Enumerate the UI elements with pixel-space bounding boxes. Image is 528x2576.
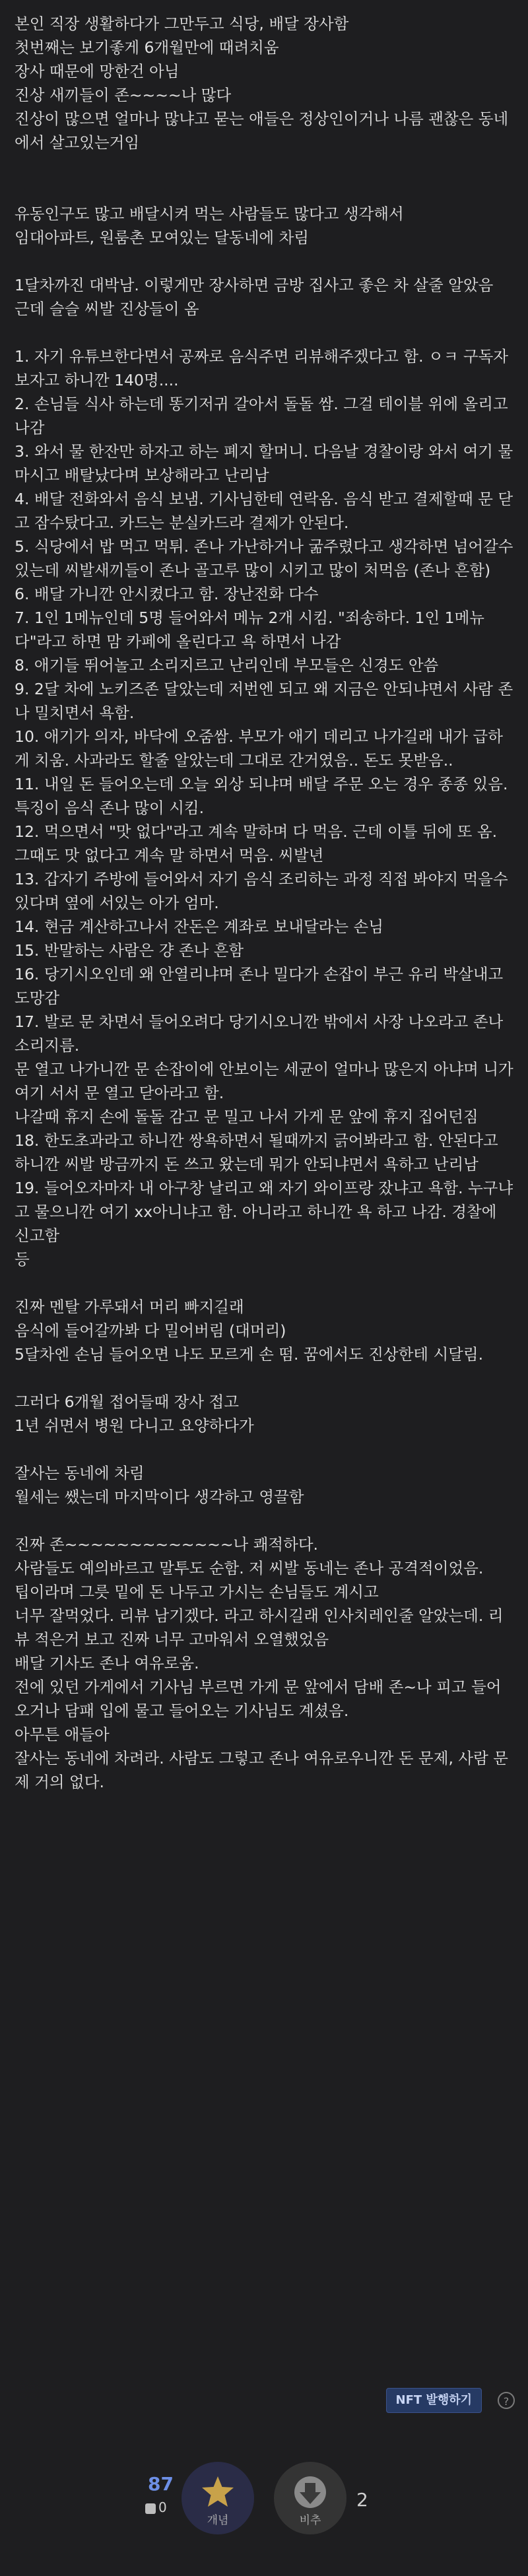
post-paragraph: 14. 현금 계산하고나서 잔돈은 계좌로 보내달라는 손님: [15, 917, 383, 936]
coin-row: [145, 2499, 167, 2516]
post-paragraph: 잘사는 동네에 차림: [15, 1464, 145, 1482]
post-paragraph: [15, 154, 513, 178]
upvote-label: 개념: [207, 2514, 229, 2527]
post-paragraph: 12. 먹으면서 "맛 없다"라고 계속 말하며 다 먹음. 근데 이틀 뒤에 또 옴. 그때도 맛 없다고 계속 말 하면서 먹음. 씨발년: [15, 822, 498, 865]
post-paragraph: 음식에 들어갈까봐 다 밀어버림 (대머리): [15, 1321, 286, 1340]
coin-count: 0: [158, 2499, 167, 2515]
downvote-count: 2: [356, 2489, 368, 2511]
post-paragraph: 16. 당기시오인데 왜 안열리냐며 존나 밀다가 손잡이 부근 유리 박살내고 도망감: [15, 965, 504, 1007]
vote-area: [0, 2455, 528, 2574]
post-paragraph: 유동인구도 많고 배달시켜 먹는 사람들도 많다고 생각해서: [15, 205, 404, 223]
post-paragraph: 문 열고 나가니깐 문 손잡이에 안보이는 세균이 얼마나 많은지 아냐며 니가 여기 서서 문 열고 닫아라고 함.: [15, 1060, 513, 1102]
post-paragraph: 5달차엔 손님 들어오면 나도 모르게 손 떰. 꿈에서도 진상한테 시달림.: [15, 1345, 484, 1364]
post-paragraph: [15, 321, 513, 345]
upvote-button[interactable]: [182, 2462, 254, 2534]
post-paragraph: 3. 와서 물 한잔만 하자고 하는 폐지 할머니. 다음날 경찰이랑 와서 여기 물 마시고 배탈났다며 보상해라고 난리남: [15, 442, 513, 484]
post-paragraph: 배달 기사도 존나 여유로움.: [15, 1654, 199, 1672]
post-paragraph: 8. 애기들 뛰어놀고 소리지르고 난리인데 부모들은 신경도 안씀: [15, 656, 439, 675]
downvote-button[interactable]: [274, 2462, 346, 2534]
post-paragraph: 그러다 6개월 접어들때 장사 접고: [15, 1393, 239, 1411]
post-paragraph: 7. 1인 1메뉴인데 5명 들어와서 메뉴 2개 시킴. "죄송하다. 1인 1메뉴다"라고 하면 맘 카페에 올린다고 욕 하면서 나감: [15, 609, 484, 651]
post-paragraph: 등: [15, 1250, 30, 1269]
post-paragraph: 15. 반말하는 사람은 걍 존나 흔함: [15, 941, 244, 960]
post-paragraph: 2. 손님들 식사 하는데 똥기저귀 갈아서 돌돌 쌈. 그걸 테이블 위에 올리고 나감: [15, 395, 508, 437]
post-paragraph: [15, 1271, 513, 1295]
post-paragraph: 6. 배달 가니깐 안시켰다고 함. 장난전화 다수: [15, 585, 319, 603]
post-paragraph: 너무 잘먹었다. 리뷰 남기겠다. 라고 하시길래 인사치레인줄 알았는데. 리뷰 적은거 보고 진짜 너무 고마워서 오열했었음: [15, 1606, 504, 1649]
post-paragraph: 18. 한도초과라고 하니깐 쌍욕하면서 될때까지 긁어봐라고 함. 안된다고 하니깐 씨발 방금까지 돈 쓰고 왔는데 뭐가 안되냐면서 욕하고 난리남: [15, 1131, 498, 1173]
post-paragraph: 전에 있던 가게에서 기사님 부르면 가게 문 앞에서 담배 존~나 피고 들어오거나 담패 입에 물고 들어오는 기사님도 계셨음.: [15, 1678, 502, 1720]
post-paragraph: 10. 애기가 의자, 바닥에 오줌쌈. 부모가 애기 데리고 나가길래 내가 급하게 치움. 사과라도 할줄 알았는데 그대로 간거였음.. 돈도 못받음..: [15, 727, 503, 770]
post-paragraph: 4. 배달 전화와서 음식 보냄. 기사님한테 연락옴. 음식 받고 결제할때 문 닫고 잠수탔다고. 카드는 분실카드라 결제가 안된다.: [15, 490, 513, 532]
post-footer: [0, 2376, 528, 2429]
post-paragraph: 임대아파트, 원룸촌 모여있는 달동네에 차림: [15, 228, 309, 247]
post-paragraph: 진상이 많으면 얼마나 많냐고 묻는 애들은 정상인이거나 나름 괜찮은 동네에서 살고있는거임: [15, 110, 509, 152]
post-paragraph: 진짜 존~~~~~~~~~~~~~나 쾌적하다.: [15, 1535, 318, 1554]
coin-icon: [145, 2503, 156, 2514]
post-paragraph: 사람들도 예의바르고 말투도 순함. 저 씨발 동네는 존나 공격적이었음.: [15, 1559, 484, 1577]
post-paragraph: 1. 자기 유튜브한다면서 공짜로 음식주면 리뷰해주겠다고 함. ㅇㅋ 구독자 보자고 하니깐 140명....: [15, 347, 508, 389]
post-paragraph: 9. 2달 차에 노키즈존 달았는데 저번엔 되고 왜 지금은 안되냐면서 사람 존나 밀치면서 욕함.: [15, 680, 513, 722]
post-paragraph: 5. 식당에서 밥 먹고 먹튀. 존나 가난하거나 굶주렸다고 생각하면 넘어갈수있는데 씨발새끼들이 존나 골고루 많이 시키고 많이 처먹음 (존나 흔함): [15, 537, 513, 579]
post-paragraph: 아무튼 애들아: [15, 1725, 110, 1744]
post-paragraph: 17. 발로 문 차면서 들어오려다 당기시오니깐 밖에서 사장 나오라고 존나 소리지름.: [15, 1012, 504, 1055]
arrow-down-icon: [292, 2474, 329, 2511]
post-paragraph: 근데 슬슬 씨발 진상들이 옴: [15, 300, 199, 318]
nft-issue-button[interactable]: NFT 발행하기: [386, 2388, 482, 2413]
post-paragraph: 잘사는 동네에 차려라. 사람도 그렇고 존나 여유로우니깐 돈 문제, 사람 문제 거의 없다.: [15, 1749, 508, 1791]
post-paragraph: 1달차까진 대박남. 이렇게만 장사하면 금방 집사고 좋은 차 살줄 알았음: [15, 276, 494, 294]
post-paragraph: [15, 1437, 513, 1461]
post-paragraph: 본인 직장 생활하다가 그만두고 식당, 배달 장사함: [15, 15, 349, 33]
upvote-count: 87: [148, 2473, 174, 2495]
post-paragraph: [15, 1366, 513, 1390]
help-icon[interactable]: ?: [498, 2392, 515, 2409]
post-paragraph: [15, 1509, 513, 1533]
post-paragraph: 진짜 멘탈 가루돼서 머리 빠지길래: [15, 1298, 244, 1316]
post-paragraph: [15, 178, 513, 202]
post-paragraph: 13. 갑자기 주방에 들어와서 자기 음식 조리하는 과정 직접 봐야지 먹을수있다며 옆에 서있는 아가 엄마.: [15, 870, 508, 912]
star-icon: [199, 2474, 236, 2511]
post-paragraph: 월세는 쌨는데 마지막이다 생각하고 영끌함: [15, 1488, 304, 1506]
post-paragraph: 장사 때문에 망한건 아님: [15, 62, 180, 81]
post-paragraph: 팁이라며 그릇 밑에 돈 나두고 가시는 손님들도 계시고: [15, 1583, 379, 1601]
post-paragraph: 진상 새끼들이 존~~~~나 많다: [15, 86, 232, 104]
post-paragraph: 1년 쉬면서 병원 다니고 요양하다가: [15, 1416, 254, 1435]
post-paragraph: 11. 내일 돈 들어오는데 오늘 외상 되냐며 배달 주문 오는 경우 종종 있음. 특징이 음식 존나 많이 시킴.: [15, 775, 508, 817]
post-paragraph: [15, 249, 513, 273]
downvote-label: 비추: [299, 2514, 321, 2527]
post-paragraph: 첫번째는 보기좋게 6개월만에 때려치움: [15, 38, 279, 57]
post-paragraph: 19. 들어오자마자 내 아구창 날리고 왜 자기 와이프랑 잤냐고 욕함. 누구냐고 물으니깐 여기 xx아니냐고 함. 아니라고 하니깐 욕 하고 나감. 경찰에 신고함: [15, 1179, 513, 1245]
post-paragraph: 나갈때 휴지 손에 돌돌 감고 문 밀고 나서 가게 문 앞에 휴지 집어던짐: [15, 1107, 478, 1126]
